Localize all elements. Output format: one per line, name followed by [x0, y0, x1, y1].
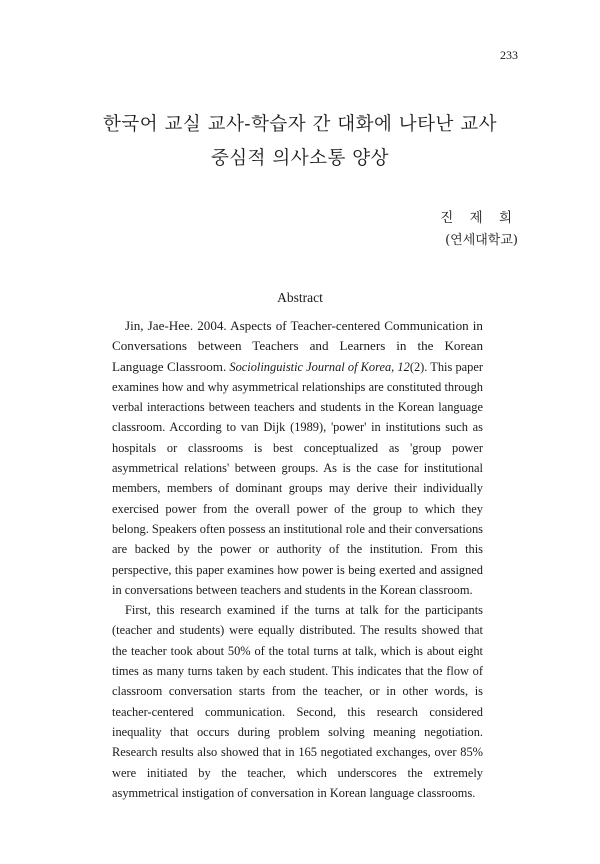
- abstract-paragraph-2: First, this research examined if the turns at talk for the participants (teacher and students) were equally distributed. The results showed that the teacher took about 50% of the total turns at talk, which is about eight times as many turns taken by each student. This indicates that the flow of classroom conversation starts from the teacher, or in other words, is teacher-centered communication. Second, this research considered inequality that occurs during problem solving meaning negotiation. Research results also showed that in 165 negotiated exchanges, over 85% were initiated by the teacher, which underscores the extremely asymmetrical instigation of conversation in Korean language classrooms.: [112, 603, 483, 800]
- abstract-paragraph-1: [112, 316, 483, 600]
- author-affiliation: (연세대학교): [445, 233, 518, 248]
- page-number: 233: [500, 48, 518, 62]
- citation-journal: Sociolinguistic Journal of Korea, 12: [229, 359, 410, 374]
- abstract-body: [112, 316, 483, 803]
- paper-title-line-2: 중심적 의사소통 양상: [210, 148, 390, 169]
- citation-issue: (2).: [409, 359, 431, 374]
- abstract-heading: Abstract: [277, 290, 323, 305]
- citation-authors: Jin, Jae-Hee. 2004.: [125, 318, 227, 333]
- author-name: 진 제 희: [440, 210, 518, 226]
- abstract-paragraph-1-text: This paper examines how and why asymmetrical relationships are constituted through verbal interactions between teachers and students in the Korean language classroom. According to van Dijk (1989), 'power' in institutions such as hospitals or classrooms is best conceptualized as 'group power asymmetrical relations' between groups. As is the case for institutional members, members of dominant groups may derive their individually exercised power from the overall power of the group to which they belong. Speakers often possess an institutional role and their conversations are backed by the power or authority of the institution. From this perspective, this paper examines how power is being exerted and assigned in conversations between teachers and students in the Korean classroom.: [112, 359, 483, 597]
- paper-title-line-1: 한국어 교실 교사-학습자 간 대화에 나타난 교사: [102, 114, 498, 135]
- paper-title: [0, 108, 600, 176]
- citation-title: Aspects of Teacher-centered Communication in Conversations between Teachers and Learners in the Korean Language Classroom.: [112, 318, 483, 374]
